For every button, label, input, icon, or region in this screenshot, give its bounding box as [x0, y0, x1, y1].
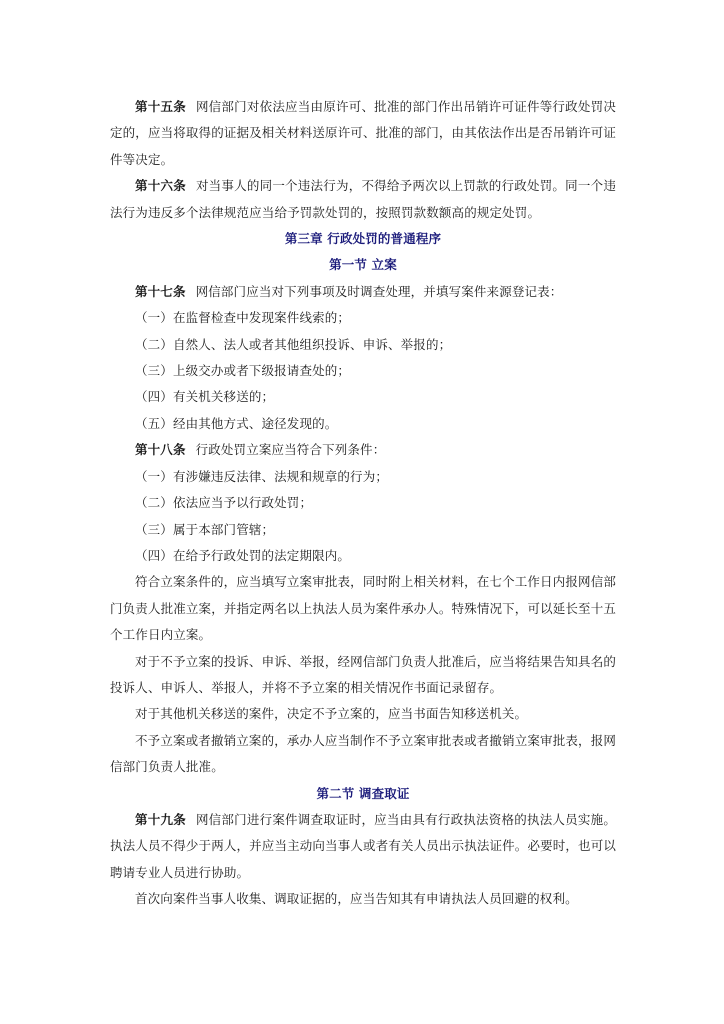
paragraph: 对于不予立案的投诉、申诉、举报，经网信部门负责人批准后，应当将结果告知具名的投诉人、申诉人、举报人，并将不予立案的相关情况作书面记录留存。	[110, 653, 616, 695]
list-item: （三）上级交办或者下级报请查处的；	[135, 363, 351, 379]
article-number: 第十六条	[135, 178, 186, 194]
list-item: （四）有关机关移送的；	[135, 389, 275, 405]
paragraph: 对于其他机关移送的案件，决定不予立案的，应当书面告知移送机关。	[135, 706, 528, 722]
article-text: 网信部门进行案件调查取证时，应当由具有行政执法资格的执法人员实施。执法人员不得少于两人，并应当主动向当事人或者有关人员出示执法证件。必要时，也可以聘请专业人员进行协助。	[110, 811, 617, 880]
list-item: （四）在给予行政处罚的法定期限内。	[135, 547, 351, 563]
article-text: 对当事人的同一个违法行为，不得给予两次以上罚款的行政处罚。同一个违法行为违反多个法律规范应当给予罚款处罚的，按照罚款数额高的规定处罚。	[110, 178, 616, 220]
paragraph: 不予立案或者撤销立案的，承办人应当制作不予立案审批表或者撤销立案审批表，报网信部门负责人批准。	[110, 732, 616, 775]
list-item: （二）依法应当予以行政处罚；	[135, 495, 313, 511]
paragraph: 符合立案条件的，应当填写立案审批表，同时附上相关材料，在七个工作日内报网信部门负责人批准立案，并指定两名以上执法人员为案件承办人。特殊情况下，可以延长至十五个工作日内立案。	[110, 574, 617, 643]
list-item: （二）自然人、法人或者其他组织投诉、申诉、举报的；	[135, 336, 452, 352]
article-number: 第十五条	[135, 99, 186, 114]
article-17	[110, 279, 616, 305]
section-heading: 第一节 立案	[329, 257, 397, 273]
list-item: （三）属于本部门管辖；	[135, 521, 275, 537]
article-16	[110, 173, 616, 226]
article-18	[110, 437, 616, 463]
article-text: 网信部门应当对下列事项及时调查处理，并填写案件来源登记表：	[195, 283, 563, 299]
paragraph: 首次向案件当事人收集、调取证据的，应当告知其有申请执法人员回避的权利。	[135, 891, 578, 907]
list-item: （一）有涉嫌违反法律、法规和规章的行为；	[135, 468, 389, 484]
article-number: 第十七条	[135, 283, 186, 299]
article-number: 第十八条	[135, 442, 186, 458]
section-heading: 第二节 调查取证	[316, 785, 410, 801]
article-text: 行政处罚立案应当符合下列条件：	[195, 442, 386, 458]
document-body	[110, 94, 616, 913]
article-15	[110, 94, 616, 173]
article-number: 第十九条	[135, 811, 186, 827]
list-item: （五）经由其他方式、途径发现的。	[135, 415, 338, 431]
article-text: 网信部门对依法应当由原许可、批准的部门作出吊销许可证件等行政处罚决定的，应当将取得的证据及相关材料送原许可、批准的部门，由其依法作出是否吊销许可证件等决定。	[110, 99, 617, 167]
article-19	[110, 807, 616, 886]
chapter-heading: 第三章 行政处罚的普通程序	[284, 231, 442, 247]
list-item: （一）在监督检查中发现案件线索的；	[135, 310, 351, 326]
